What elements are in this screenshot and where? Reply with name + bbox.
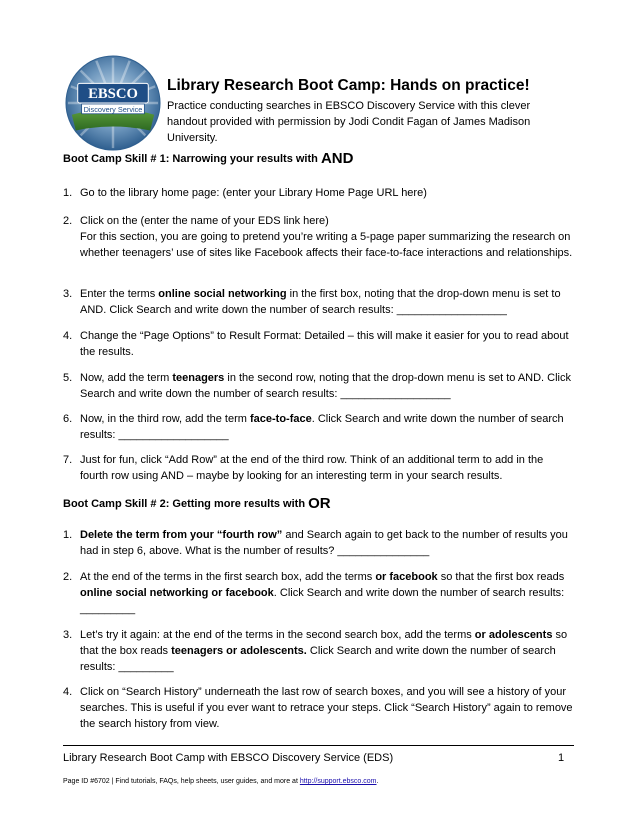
bold-term: or facebook xyxy=(375,571,438,583)
step-number: 2. xyxy=(63,571,73,583)
step-text xyxy=(80,527,573,559)
bold-term: teenagers xyxy=(172,372,225,384)
skill1-step-5 xyxy=(63,370,573,402)
skill2-heading xyxy=(63,495,331,512)
step-text xyxy=(80,627,573,675)
text-run: Click Search and write down the number of search results: _________ xyxy=(80,645,556,673)
text-run: Click on the (enter the name of your EDS link here) xyxy=(80,215,329,227)
skill2-step-1 xyxy=(63,527,573,559)
footer-divider xyxy=(63,745,574,746)
skill2-operator: OR xyxy=(308,495,331,512)
step-number: 2. xyxy=(63,215,73,227)
step-text xyxy=(80,286,573,318)
bold-term: online social networking or facebook xyxy=(80,587,274,599)
text-run: Now, add the term xyxy=(80,372,173,384)
skill2-step-4 xyxy=(63,684,573,732)
skill1-step-7 xyxy=(63,452,573,484)
logo-text: EBSCO xyxy=(88,86,138,103)
text-run: Now, in the third row, add the term xyxy=(80,413,250,425)
text-run: so that the first box reads xyxy=(437,571,565,583)
text-run: Enter the terms xyxy=(80,288,159,300)
support-link[interactable]: http://support.ebsco.com xyxy=(299,778,377,785)
text-run: At the end of the terms in the first search box, add the terms xyxy=(80,571,376,583)
footer-note-prefix: Page ID #6702 | Find tutorials, FAQs, help sheets, user guides, and more at xyxy=(63,778,300,785)
skill1-step-6 xyxy=(63,411,573,443)
step-text xyxy=(80,213,573,261)
bold-term: online social networking xyxy=(158,288,287,300)
step-text xyxy=(80,569,573,617)
step-number: 5. xyxy=(63,372,73,384)
step-number: 1. xyxy=(63,187,73,199)
footer-note xyxy=(63,778,378,785)
skill1-heading-text: Boot Camp Skill # 1: Narrowing your results with xyxy=(63,153,318,165)
step-text xyxy=(80,370,573,402)
step-number: 1. xyxy=(63,529,73,541)
skill1-step-3 xyxy=(63,286,573,318)
step-number: 7. xyxy=(63,454,73,466)
skill2-heading-text: Boot Camp Skill # 2: Getting more results with xyxy=(63,498,306,510)
footer-title: Library Research Boot Camp with EBSCO Discovery Service (EDS) xyxy=(63,752,394,764)
step-text xyxy=(80,684,573,732)
text-run: Change the “Page Options” to Result Format: Detailed – this will make it easier for you to read about the results. xyxy=(80,330,569,358)
step-text xyxy=(80,328,573,360)
step-number: 3. xyxy=(63,288,73,300)
text-run: For this section, you are going to pretend you’re writing a 5-page paper summarizing the research on whether teenagers’ use of sites like Facebook affects their face-to-face interactions and relationships. xyxy=(80,231,573,259)
bold-term: Delete the term from your “fourth row” xyxy=(80,529,283,541)
bold-term: teenagers or adolescents. xyxy=(171,645,307,657)
intro-text: Practice conducting searches in EBSCO Discovery Service with this clever handout provided with permission by Jodi Condit Fagan of James Madison University. xyxy=(167,100,531,144)
skill1-heading xyxy=(63,150,353,167)
text-run: in the second row, noting that the drop-down menu is set to AND. Click Search and write down the number of search results: __________________ xyxy=(80,372,571,400)
text-run: Just for fun, click “Add Row” at the end of the third row. Think of an additional term to add in the fourth row using AND – maybe by looking for an interesting term in your search results. xyxy=(80,454,544,482)
text-run: Click on “Search History” underneath the last row of search boxes, and you will see a history of your searches. This is useful if you ever want to retrace your steps. Click “Search History” again to remove the search history from view. xyxy=(80,686,573,730)
skill1-step-2 xyxy=(63,213,573,261)
text-run: . Click Search and write down the number of search results: __________________ xyxy=(80,413,564,441)
bold-term: face-to-face xyxy=(249,413,312,425)
skill1-operator: AND xyxy=(320,150,354,167)
text-run: Go to the library home page: (enter your Library Home Page URL here) xyxy=(80,187,427,199)
step-number: 4. xyxy=(63,686,73,698)
logo-subtext: Discovery Service xyxy=(83,104,143,114)
bold-term: or adolescents xyxy=(474,629,553,641)
page-number: 1 xyxy=(558,752,565,764)
step-number: 6. xyxy=(63,413,73,425)
step-text xyxy=(80,452,573,484)
skill1-step-4 xyxy=(63,328,573,360)
text-run: . Click Search and write down the number of search results: _________ xyxy=(80,587,565,615)
ebsco-logo xyxy=(64,54,162,152)
text-run: Let’s try it again: at the end of the terms in the second search box, add the terms xyxy=(80,629,475,641)
step-number: 3. xyxy=(63,629,73,641)
skill2-step-3 xyxy=(63,627,573,675)
step-text xyxy=(80,185,573,201)
text-run: and Search again to get back to the number of results you had in step 6, above. What is the number of results? _______________ xyxy=(80,529,568,557)
skill1-step-1 xyxy=(63,185,573,201)
text-run: in the first box, noting that the drop-down menu is set to AND. Click Search and write down the number of search results: __________________ xyxy=(80,288,561,316)
step-text xyxy=(80,411,573,443)
step-number: 4. xyxy=(63,330,73,342)
footer-note-suffix: . xyxy=(376,778,379,785)
text-run: so that the box reads xyxy=(80,629,568,657)
page-title: Library Research Boot Camp: Hands on practice! xyxy=(167,77,530,94)
skill2-step-2 xyxy=(63,569,573,617)
